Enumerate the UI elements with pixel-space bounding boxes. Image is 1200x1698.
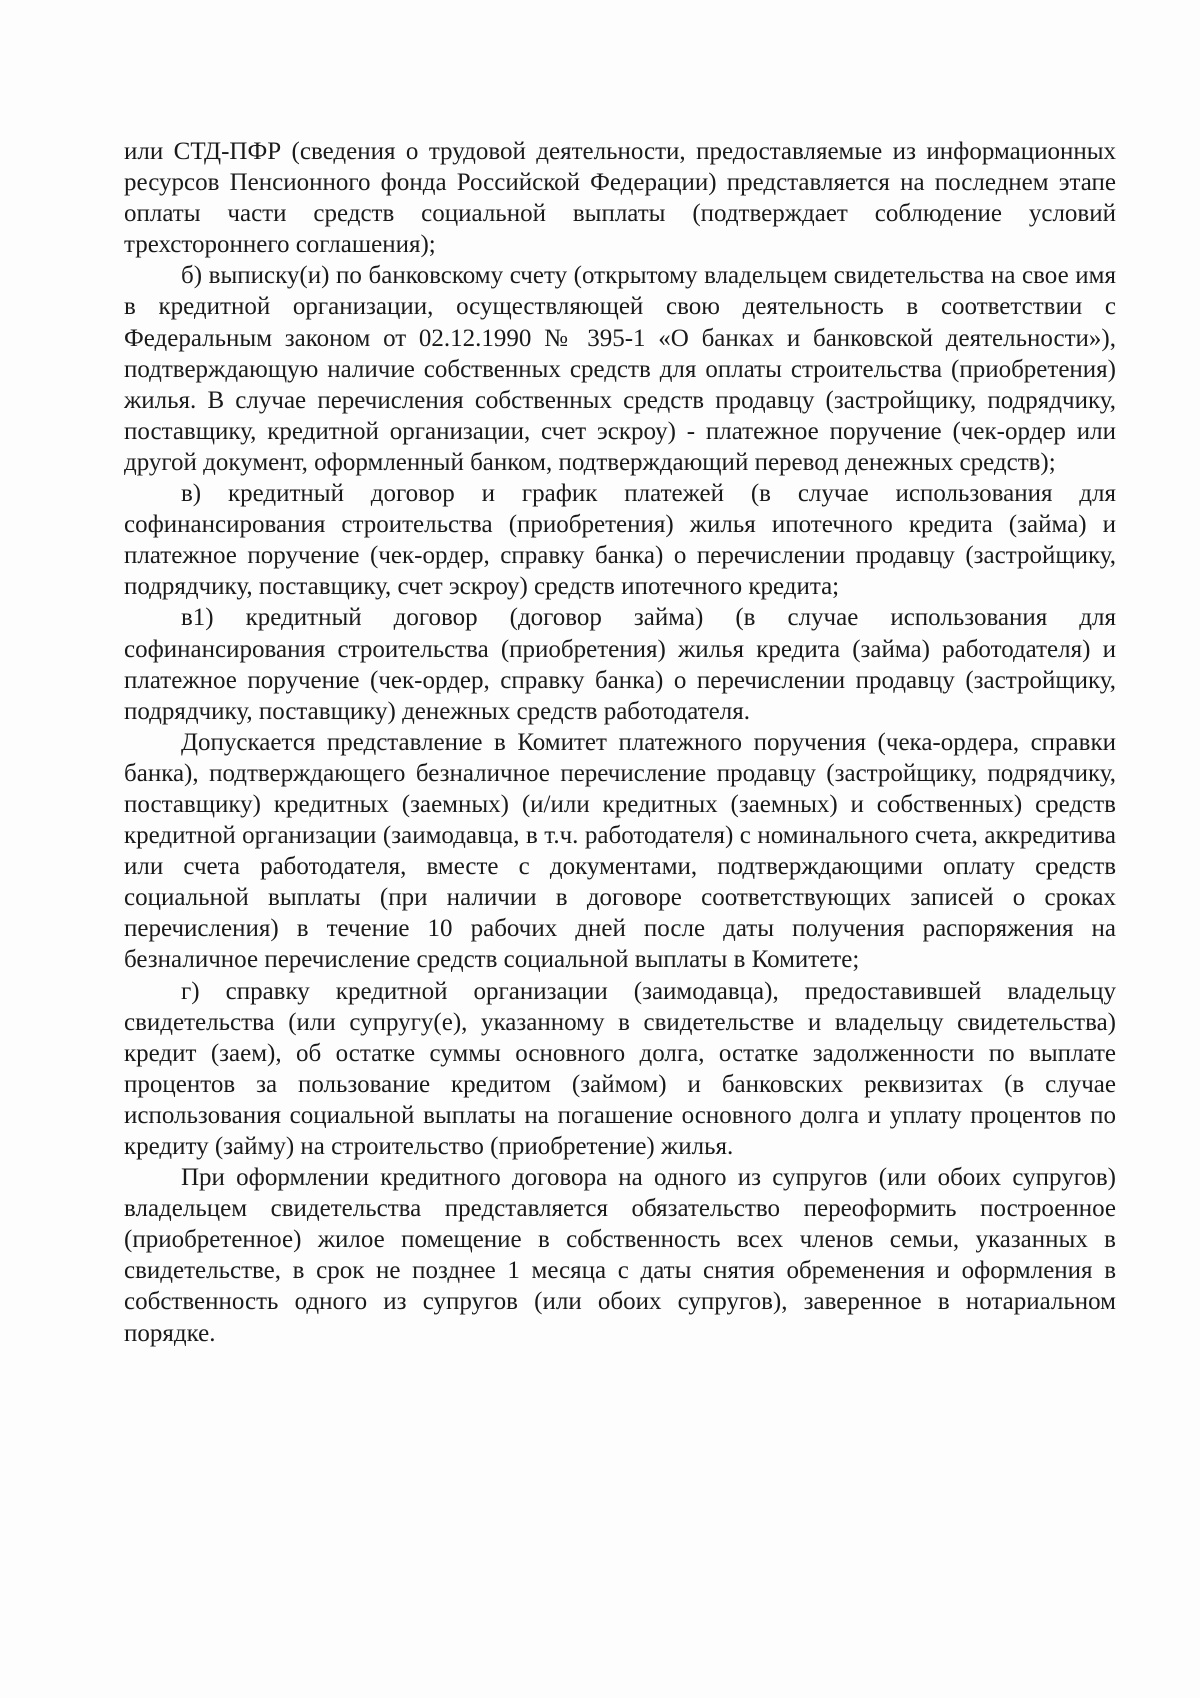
document-body [124, 136, 1116, 1349]
paragraph-spouse-obligation: При оформлении кредитного договора на одного из супругов (или обоих супругов) владельцем свидетельства представляется обязательство переоформить построенное (приобретенное) жилое помещение в собственность всех членов семьи, указанных в свидетельстве, в срок не позднее 1 месяца с даты снятия обременения и оформления в собственность одного из супругов (или обоих супругов), заверенное в нотариальном порядке. [124, 1164, 1116, 1347]
paragraph-g-credit-certificate: г) справку кредитной организации (заимодавца), предоставившей владельцу свидетельства (или супругу(е), указанному в свидетельстве и владельцу свидетельства) кредит (заем), об остатке суммы основного долга, остатке задолженности по выплате процентов за пользование кредитом (займом) и банковских реквизитах (в случае использования социальной выплаты на погашение основного долга и уплату процентов по кредиту (займу) на строительство (приобретение) жилья. [124, 977, 1116, 1160]
paragraph-v1-employer-loan: в1) кредитный договор (договор займа) (в случае использования для софинансирования строительства (приобретения) жилья кредита (займа) работодателя) и платежное поручение (чек-ордер, справку банка) о перечислении продавцу (застройщику, подрядчику, поставщику) денежных средств работодателя. [124, 604, 1116, 725]
paragraph-std-pfr: или СТД-ПФР (сведения о трудовой деятельности, предоставляемые из информационных ресурсов Пенсионного фонда Российской Федерации) представляется на последнем этапе оплаты части средств социальной выплаты (подтверждает соблюдение условий трехстороннего соглашения); [124, 138, 1116, 259]
paragraph-b-bank-statement: б) выписку(и) по банковскому счету (открытому владельцем свидетельства на свое имя в кредитной организации, осуществляющей свою деятельность в соответствии с Федеральным законом от 02.12.1990 № 395-1 «О банках и банковской деятельности»), подтверждающую наличие собственных средств для оплаты строительства (приобретения) жилья. В случае перечисления собственных средств продавцу (застройщику, подрядчику, поставщику, кредитной организации, счет эскроу) - платежное поручение (чек-ордер или другой документ, оформленный банком, подтверждающий перевод денежных средств); [124, 262, 1116, 476]
paragraph-payment-order-allowed: Допускается представление в Комитет платежного поручения (чека-ордера, справки банка), подтверждающего безналичное перечисление продавцу (застройщику, подрядчику, поставщику) кредитных (заемных) (и/или кредитных (заемных) и собственных) средств кредитной организации (заимодавца, в т.ч. работодателя) с номинального счета, аккредитива или счета работодателя, вместе с документами, подтверждающими оплату средств социальной выплаты (при наличии в договоре соответствующих записей о сроках перечисления) в течение 10 рабочих дней после даты получения распоряжения на безналичное перечисление средств социальной выплаты в Комитете; [124, 728, 1116, 974]
paragraph-v-credit-agreement: в) кредитный договор и график платежей (в случае использования для софинансирования строительства (приобретения) жилья ипотечного кредита (займа) и платежное поручение (чек-ордер, справку банка) о перечислении продавцу (застройщику, подрядчику, поставщику, счет эскроу) средств ипотечного кредита; [124, 480, 1116, 601]
